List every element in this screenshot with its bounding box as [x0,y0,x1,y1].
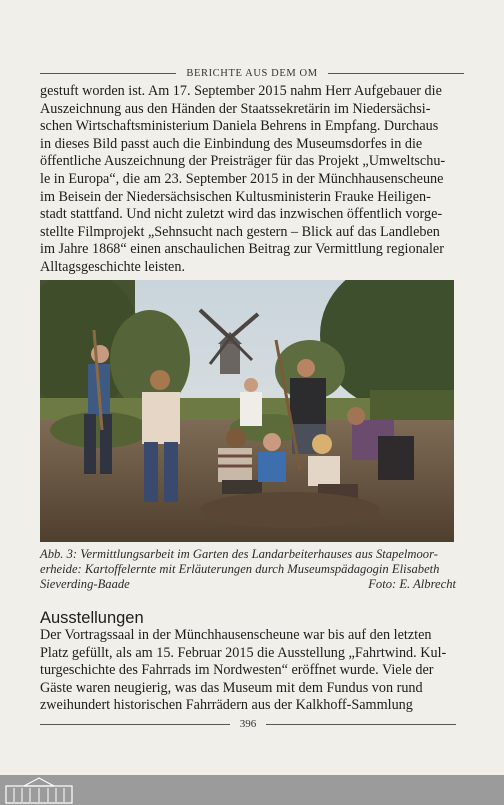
figure-caption [40,547,456,593]
section-line: turgeschichte des Fahrrads im Nordwesten“ eröffnet wurde. Viele der [40,662,434,679]
scan-bottom-bar [0,775,504,805]
body-line: schen Wirtschaftsministerium Daniela Behrens in Empfang. Durchaus [40,118,439,135]
section-heading: Ausstellungen [40,609,144,627]
body-line: im Jahre 1868“ einen anschaulichen Beitrag zur Vermittlung regionaler [40,241,444,258]
body-line: im Beisein der Niedersächsischen Kultusministerin Frauke Heiligen- [40,188,431,205]
garden-harvest-photo [40,280,454,542]
body-line: le in Europa“, die am 23. September 2015 in der Münchhausenscheune [40,170,444,187]
caption-last-line [40,577,456,592]
body-line: gestuft worden ist. Am 17. September 2015 nahm Herr Aufgebauer die [40,83,442,99]
body-line: Auszeichnung aus den Händen der Staatssekretärin im Niedersächsi- [40,100,431,117]
body-line: stadt stattfand. Und nicht zuletzt wird das inzwischen öffentlich vorge- [40,206,443,223]
body-line: stellte Filmprojekt „Sehnsucht nach gestern – Blick auf das Landleben [40,223,440,240]
running-header [40,68,464,79]
library-building-icon [4,776,74,804]
section-paragraph [40,627,456,715]
page-footer [40,718,456,730]
caption-line: Sieverding-Baade [40,577,130,592]
section-line: Gäste waren neugierig, was das Museum mit dem Fundus von rund [40,679,423,696]
body-line: öffentliche Auszeichnung der Preisträger für das Projekt „Umweltschu- [40,153,446,170]
footer-rule-right [266,724,456,725]
page-number: 396 [239,718,257,730]
photo-credit: Foto: E. Albrecht [368,577,456,592]
body-line: Alltagsgeschichte leisten. [40,258,185,275]
body-line: in dieses Bild passt auch die Einbindung des Museumsdorfes in die [40,135,423,152]
body-paragraph [40,83,464,277]
header-rule-left [40,73,176,74]
caption-line: erheide: Kartoffelernte mit Erläuterungen durch Museumspädagogin Elisabeth [40,562,440,577]
section-line: Der Vortragssaal in der Münchhausenscheune war bis auf den letzten [40,627,432,643]
section-line: zweihundert historischen Fahrrädern aus der Kalkhoff-Sammlung [40,697,413,714]
running-title: BERICHTE AUS DEM OM [186,68,318,79]
caption-line: Abb. 3: Vermittlungsarbeit im Garten des Landarbeiterhauses aus Stapelmoor- [40,547,438,561]
header-rule-right [328,73,464,74]
section-line: Platz gefüllt, als am 15. Februar 2015 die Ausstellung „Fahrtwind. Kul- [40,644,447,661]
footer-rule-left [40,724,230,725]
